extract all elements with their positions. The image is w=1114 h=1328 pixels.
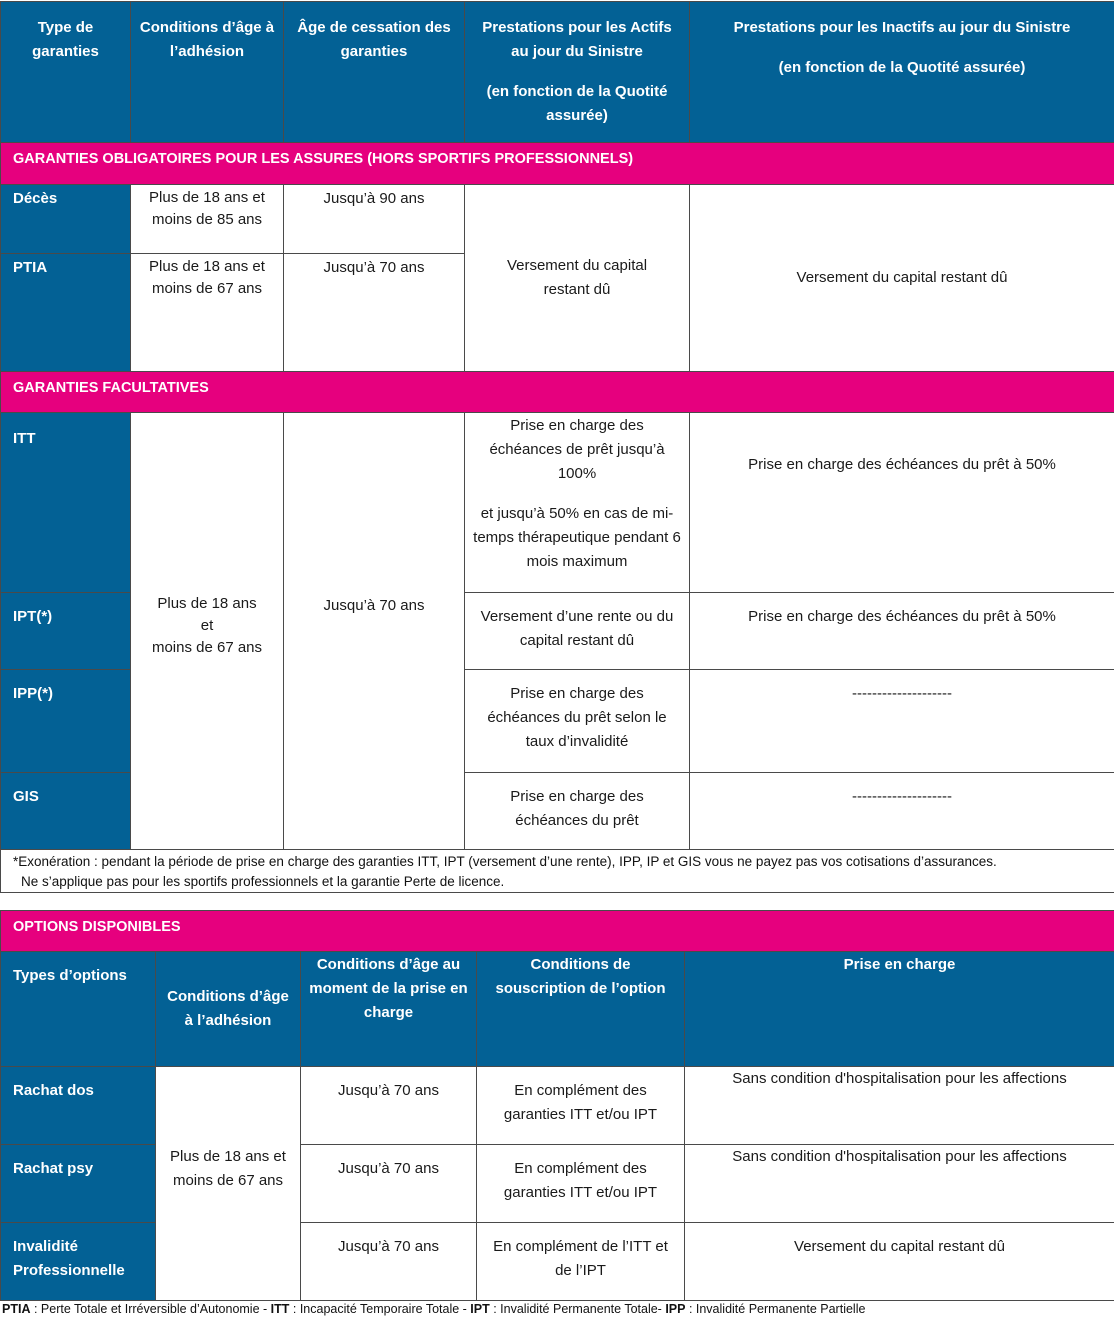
header-options-age-prise: Conditions d’âge au moment de la prise en charge — [301, 952, 477, 1067]
section-garanties-facultatives: GARANTIES FACULTATIVES — [1, 372, 1114, 413]
rachat-dos-souscription: En complément des garanties ITT et/ou IPT — [477, 1067, 685, 1145]
rachat-psy-souscription: En complément des garanties ITT et/ou IPT — [477, 1145, 685, 1223]
legend-ptia-text: : Perte Totale et Irréversible d’Autonomie - — [30, 1302, 271, 1316]
invalidite-professionnelle-souscription: En complément de l’ITT et de l’IPT — [477, 1223, 685, 1301]
obligatoires-prestations-actifs: Versement du capital restant dû — [465, 185, 690, 372]
deces-age-adhesion: Plus de 18 ans et moins de 85 ans — [131, 185, 284, 254]
row-label-ipt: IPT(*) — [1, 593, 131, 670]
itt-prestations-inactifs: Prise en charge des échéances du prêt à 50% — [690, 413, 1114, 593]
obligatoires-prestations-inactifs: Versement du capital restant dû — [690, 185, 1114, 372]
options-table — [0, 910, 1114, 1301]
section-garanties-obligatoires: GARANTIES OBLIGATOIRES POUR LES ASSURES (HORS SPORTIFS PROFESSIONNELS) — [1, 143, 1114, 185]
legend-ipt-text: : Invalidité Permanente Totale- — [489, 1302, 666, 1316]
row-label-ipp: IPP(*) — [1, 670, 131, 773]
rachat-psy-prise-en-charge: Sans condition d'hospitalisation pour les affections — [685, 1145, 1114, 1223]
row-label-deces: Décès — [1, 185, 131, 254]
guarantees-table — [0, 1, 1114, 893]
ptia-age-adhesion: Plus de 18 ans et moins de 67 ans — [131, 254, 284, 372]
section-options-disponibles: OPTIONS DISPONIBLES — [1, 911, 1114, 952]
row-label-itt: ITT — [1, 413, 131, 593]
options-age-adhesion: Plus de 18 ans et moins de 67 ans — [156, 1067, 301, 1301]
header-age-adhesion: Conditions d’âge à l’adhésion — [131, 2, 284, 143]
header-options-age-adhesion: Conditions d’âge à l’adhésion — [156, 952, 301, 1067]
deces-age-cessation: Jusqu’à 90 ans — [284, 185, 465, 254]
header-options-souscription: Conditions de souscription de l’option — [477, 952, 685, 1067]
facultatives-age-cessation: Jusqu’à 70 ans — [284, 413, 465, 850]
rachat-psy-age-prise: Jusqu’à 70 ans — [301, 1145, 477, 1223]
legend-ptia-abbr: PTIA — [2, 1302, 31, 1316]
header-options-prise-en-charge: Prise en charge — [685, 952, 1114, 1067]
invalidite-professionnelle-prise-en-charge: Versement du capital restant dû — [685, 1223, 1114, 1301]
ipt-prestations-inactifs: Prise en charge des échéances du prêt à 50% — [690, 593, 1114, 670]
header-types-options: Types d’options — [1, 952, 156, 1067]
itt-prestations-actifs: Prise en charge des échéances de prêt jusqu’à 100% et jusqu’à 50% en cas de mi-temps thérapeutique pendant 6 mois maximum — [465, 413, 690, 593]
ipp-prestations-actifs: Prise en charge des échéances du prêt selon le taux d’invalidité — [465, 670, 690, 773]
invalidite-professionnelle-age-prise: Jusqu’à 70 ans — [301, 1223, 477, 1301]
facultatives-age-adhesion: Plus de 18 ans et moins de 67 ans — [131, 413, 284, 850]
header-prestations-actifs: Prestations pour les Actifs au jour du Sinistre (en fonction de la Quotité assurée) — [465, 2, 690, 143]
legend-ipt-abbr: IPT — [470, 1302, 490, 1316]
legend-ipp-abbr: IPP — [665, 1302, 686, 1316]
option-label-invalidite-professionnelle: Invalidité Professionnelle — [1, 1223, 156, 1301]
legend-ipp-text: : Invalidité Permanente Partielle — [685, 1302, 866, 1316]
rachat-dos-prise-en-charge: Sans condition d'hospitalisation pour les affections — [685, 1067, 1114, 1145]
option-label-rachat-psy: Rachat psy — [1, 1145, 156, 1223]
legend-itt-text: : Incapacité Temporaire Totale - — [289, 1302, 471, 1316]
ipt-prestations-actifs: Versement d’une rente ou du capital restant dû — [465, 593, 690, 670]
ipp-prestations-inactifs: -------------------- — [690, 670, 1114, 773]
exoneration-note: *Exonération : pendant la période de prise en charge des garanties ITT, IPT (versement d’une rente), IPP, IP et GIS vous ne payez pas vos cotisations d’assurances. Ne s’applique pas pour les sportifs professionnels et la garantie Perte de licence. — [1, 850, 1114, 893]
header-age-cessation: Âge de cessation des garanties — [284, 2, 465, 143]
ptia-age-cessation: Jusqu’à 70 ans — [284, 254, 465, 372]
row-label-gis: GIS — [1, 773, 131, 850]
gis-prestations-actifs: Prise en charge des échéances du prêt — [465, 773, 690, 850]
rachat-dos-age-prise: Jusqu’à 70 ans — [301, 1067, 477, 1145]
gis-prestations-inactifs: -------------------- — [690, 773, 1114, 850]
row-label-ptia: PTIA — [1, 254, 131, 372]
option-label-rachat-dos: Rachat dos — [1, 1067, 156, 1145]
legend-itt-abbr: ITT — [270, 1302, 290, 1316]
header-type-garanties: Type de garanties — [1, 2, 131, 143]
header-prestations-inactifs: Prestations pour les Inactifs au jour du Sinistre (en fonction de la Quotité assurée) — [690, 2, 1114, 143]
abbreviations-legend — [2, 1302, 865, 1316]
